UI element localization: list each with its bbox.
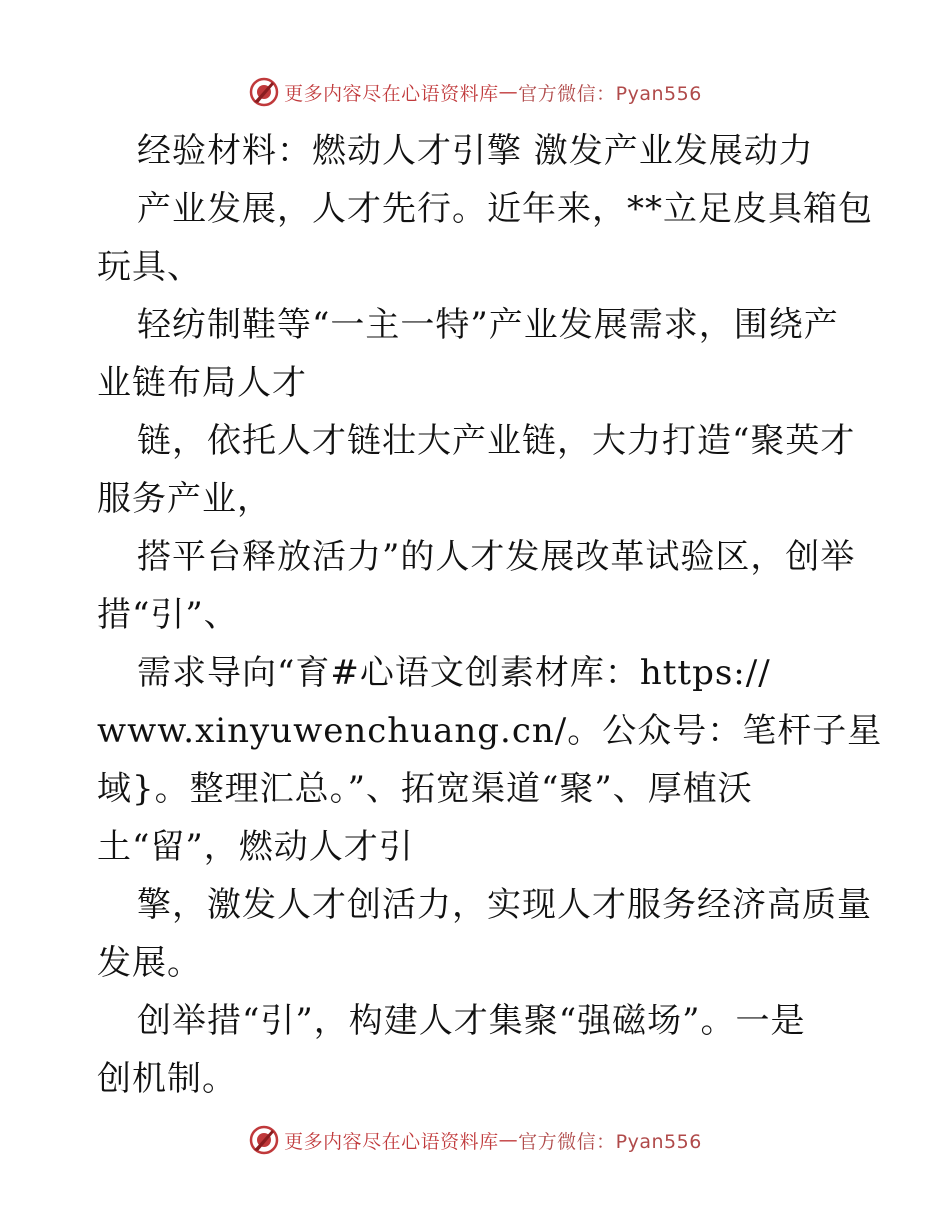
quill-seal-icon	[248, 1124, 280, 1156]
paragraph-line: 土“留”，燃动人才引	[97, 827, 414, 867]
watermark-wechat: 官方微信：Pyan556	[518, 1130, 702, 1153]
paragraph-line: 发展。	[97, 943, 202, 983]
document-title: 经验材料：燃动人才引擎 激发产业发展动力	[137, 131, 814, 171]
quill-seal-icon	[248, 76, 280, 108]
paragraph-line: 创举措“引”，构建人才集聚“强磁场”。一是	[137, 1001, 806, 1041]
paragraph-line: 服务产业，	[97, 479, 272, 519]
paragraph-line: 轻纺制鞋等“一主一特”产业发展需求，围绕产	[137, 305, 839, 345]
paragraph-line: 创机制。	[97, 1059, 237, 1099]
paragraph-line: 域}。整理汇总。”、拓宽渠道“聚”、厚植沃	[97, 769, 753, 809]
watermark-brand: 更多内容尽在心语资料库	[284, 1130, 499, 1153]
paragraph-line: 需求导向“育#心语文创素材库：https://	[137, 653, 771, 693]
paragraph-line: 业链布局人才	[97, 363, 307, 403]
watermark-header	[0, 72, 950, 112]
document-body	[97, 122, 883, 1108]
watermark-brand: 更多内容尽在心语资料库	[284, 82, 499, 105]
paragraph-line: 搭平台释放活力”的人才发展改革试验区，创举	[137, 537, 856, 577]
paragraph-line: 擎，激发人才创活力，实现人才服务经济高质量	[137, 885, 872, 925]
watermark-separator: —	[498, 81, 519, 103]
paragraph-line: 玩具、	[97, 247, 202, 287]
watermark-footer	[0, 1120, 950, 1160]
paragraph-line: 措“引”、	[97, 595, 239, 635]
watermark-wechat: 官方微信：Pyan556	[518, 82, 702, 105]
paragraph-line: www.xinyuwenchuang.cn/。公众号：笔杆子星	[97, 711, 883, 751]
watermark-separator: —	[498, 1129, 519, 1151]
paragraph-line: 产业发展，人才先行。近年来，**立足皮具箱包	[137, 189, 873, 229]
paragraph-line: 链，依托人才链壮大产业链，大力打造“聚英才	[137, 421, 856, 461]
